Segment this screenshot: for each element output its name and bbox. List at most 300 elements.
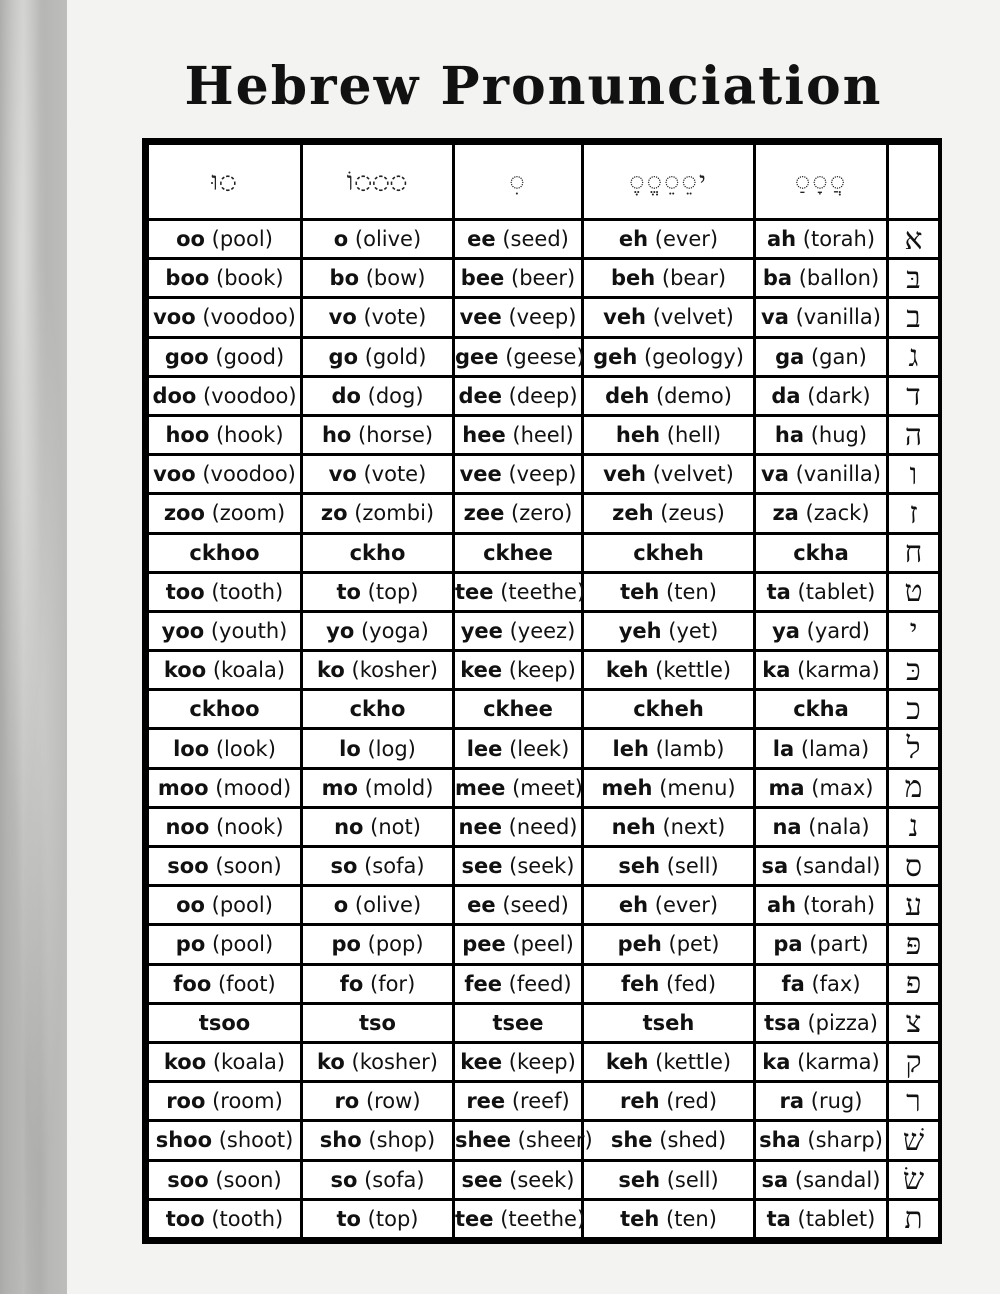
pronunciation-cell bbox=[755, 1003, 888, 1042]
table-row bbox=[148, 807, 940, 846]
example-word: (horse) bbox=[358, 423, 434, 448]
syllable: bee bbox=[460, 266, 505, 291]
pronunciation-cell bbox=[454, 1082, 583, 1121]
pronunciation-cell bbox=[755, 1121, 888, 1160]
syllable: heh bbox=[615, 423, 661, 448]
table-row bbox=[148, 337, 940, 376]
pronunciation-cell bbox=[302, 1199, 454, 1238]
example-word: (heel) bbox=[512, 423, 574, 448]
hebrew-letter-cell: ז bbox=[888, 494, 940, 533]
example-word: (sheer) bbox=[517, 1128, 593, 1153]
example-word: (room) bbox=[212, 1089, 283, 1114]
syllable: vo bbox=[328, 305, 357, 330]
hebrew-letter-cell: ה bbox=[888, 415, 940, 454]
example-word: (sell) bbox=[666, 1167, 719, 1192]
syllable: keh bbox=[605, 1050, 649, 1075]
table-row bbox=[148, 415, 940, 454]
example-word: (rug) bbox=[810, 1089, 863, 1114]
example-word: (pool) bbox=[211, 893, 273, 918]
syllable: teh bbox=[620, 579, 660, 604]
pronunciation-cell bbox=[755, 1042, 888, 1081]
pronunciation-cell bbox=[148, 376, 302, 415]
syllable: meh bbox=[601, 775, 653, 800]
syllable: kee bbox=[460, 658, 503, 683]
hebrew-letter-cell: פ bbox=[888, 964, 940, 1003]
pronunciation-cell bbox=[302, 768, 454, 807]
example-word: (meet) bbox=[512, 775, 583, 800]
syllable: hoo bbox=[165, 423, 210, 448]
syllable: koo bbox=[163, 1050, 207, 1075]
syllable: feh bbox=[620, 971, 660, 996]
example-word: (look) bbox=[215, 736, 276, 761]
pronunciation-cell bbox=[583, 807, 755, 846]
example-word: (leek) bbox=[509, 736, 570, 761]
syllable: soo bbox=[167, 854, 209, 879]
example-word: (sandal) bbox=[794, 1167, 881, 1192]
pronunciation-cell bbox=[583, 1121, 755, 1160]
syllable: ee bbox=[467, 893, 496, 918]
syllable: ya bbox=[772, 618, 800, 643]
syllable: tsoo bbox=[198, 1010, 251, 1035]
example-word: (olive) bbox=[354, 893, 422, 918]
example-word: (gan) bbox=[810, 344, 867, 369]
example-word: (pop) bbox=[367, 932, 424, 957]
syllable: seh bbox=[618, 854, 661, 879]
pronunciation-cell bbox=[583, 1082, 755, 1121]
pronunciation-cell bbox=[583, 1003, 755, 1042]
syllable: ckheh bbox=[633, 697, 704, 722]
example-word: (red) bbox=[666, 1089, 718, 1114]
example-word: (demo) bbox=[655, 383, 732, 408]
hebrew-letter-cell: א bbox=[888, 220, 940, 259]
syllable: too bbox=[165, 1206, 205, 1231]
example-word: (row) bbox=[365, 1089, 421, 1114]
pronunciation-cell bbox=[148, 494, 302, 533]
example-word: (ten) bbox=[666, 1206, 717, 1231]
example-word: (tooth) bbox=[211, 1206, 284, 1231]
example-word: (kettle) bbox=[655, 1050, 732, 1075]
example-word: (voodoo) bbox=[202, 462, 296, 487]
pronunciation-cell bbox=[454, 886, 583, 925]
pronunciation-cell bbox=[583, 415, 755, 454]
pronunciation-cell bbox=[583, 611, 755, 650]
example-word: (good) bbox=[215, 344, 285, 369]
pronunciation-cell bbox=[454, 964, 583, 1003]
table-row bbox=[148, 1160, 940, 1199]
syllable: mo bbox=[321, 775, 358, 800]
syllable: vo bbox=[328, 462, 357, 487]
syllable: sa bbox=[761, 1167, 789, 1192]
vowel-header-cell: ◌ִ bbox=[454, 144, 583, 220]
book-spine bbox=[0, 0, 67, 1294]
pronunciation-cell bbox=[583, 259, 755, 298]
example-word: (soon) bbox=[215, 854, 282, 879]
syllable: ree bbox=[466, 1089, 506, 1114]
syllable: oo bbox=[176, 227, 205, 252]
syllable: leh bbox=[612, 736, 649, 761]
syllable: o bbox=[333, 893, 349, 918]
syllable: yoo bbox=[161, 618, 205, 643]
syllable: ckheh bbox=[633, 540, 704, 565]
example-word: (teethe) bbox=[500, 1206, 586, 1231]
example-word: (bow) bbox=[365, 266, 426, 291]
syllable: vee bbox=[459, 305, 502, 330]
syllable: soo bbox=[167, 1167, 209, 1192]
syllable: eh bbox=[618, 893, 649, 918]
syllable: oo bbox=[176, 893, 205, 918]
syllable: va bbox=[761, 305, 789, 330]
pronunciation-cell bbox=[148, 729, 302, 768]
pronunciation-cell bbox=[148, 768, 302, 807]
syllable: lo bbox=[339, 736, 361, 761]
pronunciation-cell bbox=[583, 1042, 755, 1081]
example-word: (kettle) bbox=[655, 658, 732, 683]
syllable: ho bbox=[321, 423, 352, 448]
hebrew-letter-cell: כ bbox=[888, 690, 940, 729]
pronunciation-cell bbox=[583, 651, 755, 690]
pronunciation-cell bbox=[583, 925, 755, 964]
example-word: (torah) bbox=[802, 893, 876, 918]
pronunciation-cell bbox=[454, 1199, 586, 1238]
syllable: pa bbox=[773, 932, 803, 957]
example-word: (geology) bbox=[643, 344, 744, 369]
hebrew-letter-cell: ע bbox=[888, 886, 940, 925]
syllable: no bbox=[334, 814, 364, 839]
vowel-header-row bbox=[148, 144, 940, 220]
syllable: keh bbox=[605, 658, 649, 683]
example-word: (kosher) bbox=[351, 1050, 438, 1075]
example-word: (shoot) bbox=[218, 1128, 294, 1153]
syllable: hee bbox=[462, 423, 506, 448]
hebrew-letter-cell: ג bbox=[888, 337, 940, 376]
syllable: gee bbox=[455, 344, 499, 369]
pronunciation-cell bbox=[583, 533, 755, 572]
pronunciation-cell bbox=[454, 1003, 583, 1042]
vowel-header-cell: ◌ֶ◌ֱ◌ֵ◌ֵי bbox=[583, 144, 755, 220]
pronunciation-cell bbox=[755, 259, 888, 298]
syllable: sho bbox=[319, 1128, 362, 1153]
syllable: pee bbox=[462, 932, 506, 957]
example-word: (fed) bbox=[666, 971, 717, 996]
pronunciation-cell bbox=[148, 1121, 302, 1160]
syllable: ckhoo bbox=[189, 697, 260, 722]
syllable: boo bbox=[165, 266, 210, 291]
syllable: voo bbox=[153, 462, 196, 487]
pronunciation-cell bbox=[148, 1160, 302, 1199]
syllable: so bbox=[330, 854, 358, 879]
pronunciation-cell bbox=[302, 1042, 454, 1081]
pronunciation-cell bbox=[302, 572, 454, 611]
pronunciation-cell bbox=[148, 533, 302, 572]
example-word: (part) bbox=[809, 932, 869, 957]
example-word: (lama) bbox=[800, 736, 870, 761]
pronunciation-cell bbox=[302, 1003, 454, 1042]
pronunciation-cell bbox=[583, 690, 755, 729]
syllable: ra bbox=[779, 1089, 805, 1114]
pronunciation-cell bbox=[302, 337, 454, 376]
syllable: moo bbox=[157, 775, 209, 800]
pronunciation-cell bbox=[583, 847, 755, 886]
syllable: go bbox=[328, 344, 359, 369]
example-word: (gold) bbox=[364, 344, 427, 369]
hebrew-letter-cell: ר bbox=[888, 1082, 940, 1121]
example-word: (pet) bbox=[668, 932, 720, 957]
pronunciation-cell bbox=[454, 690, 583, 729]
syllable: yeh bbox=[618, 618, 662, 643]
syllable: bo bbox=[329, 266, 360, 291]
example-word: (zero) bbox=[511, 501, 573, 526]
example-word: (koala) bbox=[212, 658, 286, 683]
example-word: (sandal) bbox=[794, 854, 881, 879]
example-word: (vanilla) bbox=[795, 462, 881, 487]
table-row bbox=[148, 847, 940, 886]
example-word: (fax) bbox=[811, 971, 861, 996]
pronunciation-table bbox=[142, 138, 942, 1244]
pronunciation-cell bbox=[755, 690, 888, 729]
pronunciation-cell bbox=[302, 729, 454, 768]
example-word: (lamb) bbox=[655, 736, 725, 761]
syllable: shoo bbox=[155, 1128, 213, 1153]
syllable: see bbox=[461, 1167, 503, 1192]
pronunciation-cell bbox=[454, 651, 583, 690]
pronunciation-cell bbox=[302, 415, 454, 454]
pronunciation-cell bbox=[583, 494, 755, 533]
syllable: ah bbox=[766, 227, 797, 252]
syllable: lee bbox=[466, 736, 503, 761]
pronunciation-cell bbox=[148, 1082, 302, 1121]
example-word: (yard) bbox=[806, 618, 870, 643]
pronunciation-cell bbox=[302, 259, 454, 298]
example-word: (deep) bbox=[508, 383, 578, 408]
syllable: to bbox=[336, 579, 361, 604]
pronunciation-cell bbox=[454, 729, 583, 768]
pronunciation-cell bbox=[148, 611, 302, 650]
syllable: eh bbox=[618, 227, 649, 252]
syllable: koo bbox=[163, 658, 207, 683]
syllable: ko bbox=[317, 658, 345, 683]
pronunciation-cell bbox=[454, 455, 583, 494]
pronunciation-cell bbox=[302, 494, 454, 533]
pronunciation-cell bbox=[755, 925, 888, 964]
example-word: (yet) bbox=[668, 618, 719, 643]
syllable: beh bbox=[610, 266, 656, 291]
pronunciation-cell bbox=[454, 925, 583, 964]
example-word: (kosher) bbox=[351, 658, 438, 683]
pronunciation-cell bbox=[755, 847, 888, 886]
example-word: (foot) bbox=[217, 971, 276, 996]
pronunciation-cell bbox=[302, 807, 454, 846]
pronunciation-cell bbox=[454, 494, 583, 533]
example-word: (tooth) bbox=[211, 579, 284, 604]
pronunciation-cell bbox=[148, 925, 302, 964]
pronunciation-cell bbox=[302, 886, 454, 925]
table-row bbox=[148, 925, 940, 964]
syllable: shee bbox=[455, 1128, 511, 1153]
syllable: yee bbox=[460, 618, 503, 643]
example-word: (bear) bbox=[661, 266, 727, 291]
example-word: (hug) bbox=[810, 423, 868, 448]
pronunciation-cell bbox=[583, 768, 755, 807]
example-word: (for) bbox=[370, 971, 416, 996]
syllable: to bbox=[336, 1206, 361, 1231]
vowel-header-cell: ◌ַ◌ָ◌ֲ bbox=[755, 144, 888, 220]
pronunciation-cell bbox=[148, 259, 302, 298]
syllable: veh bbox=[603, 462, 647, 487]
pronunciation-cell bbox=[755, 494, 888, 533]
example-word: (dog) bbox=[367, 383, 424, 408]
syllable: tseh bbox=[642, 1010, 695, 1035]
syllable: ro bbox=[334, 1089, 360, 1114]
pronunciation-cell bbox=[302, 964, 454, 1003]
example-word: (reef) bbox=[511, 1089, 570, 1114]
syllable: doo bbox=[152, 383, 197, 408]
pronunciation-cell bbox=[583, 376, 755, 415]
syllable: ko bbox=[317, 1050, 345, 1075]
pronunciation-cell bbox=[302, 651, 454, 690]
example-word: (book) bbox=[216, 266, 284, 291]
pronunciation-cell bbox=[755, 220, 888, 259]
syllable: goo bbox=[164, 344, 209, 369]
pronunciation-cell bbox=[454, 572, 586, 611]
example-word: (sell) bbox=[666, 854, 719, 879]
pronunciation-cell bbox=[583, 1199, 755, 1238]
pronunciation-cell bbox=[454, 1121, 593, 1160]
pronunciation-cell bbox=[454, 298, 583, 337]
pronunciation-cell bbox=[454, 1042, 583, 1081]
pronunciation-cell bbox=[148, 807, 302, 846]
example-word: (zack) bbox=[805, 501, 870, 526]
example-word: (seek) bbox=[509, 854, 575, 879]
syllable: neh bbox=[611, 814, 656, 839]
example-word: (teethe) bbox=[500, 579, 586, 604]
pronunciation-cell bbox=[302, 925, 454, 964]
syllable: fee bbox=[464, 971, 502, 996]
pronunciation-cell bbox=[148, 220, 302, 259]
example-word: (nook) bbox=[215, 814, 284, 839]
pronunciation-cell bbox=[755, 807, 888, 846]
pronunciation-cell bbox=[583, 1160, 755, 1199]
pronunciation-cell bbox=[302, 1121, 454, 1160]
syllable: voo bbox=[153, 305, 196, 330]
example-word: (karma) bbox=[797, 658, 880, 683]
example-word: (zombi) bbox=[354, 501, 435, 526]
example-word: (soon) bbox=[215, 1167, 282, 1192]
example-word: (beer) bbox=[511, 266, 576, 291]
example-word: (tablet) bbox=[797, 1206, 876, 1231]
syllable: tsa bbox=[764, 1010, 801, 1035]
syllable: kee bbox=[460, 1050, 503, 1075]
table-row bbox=[148, 611, 940, 650]
hebrew-letter-cell: ב bbox=[888, 298, 940, 337]
example-word: (sharp) bbox=[807, 1128, 883, 1153]
syllable: tee bbox=[455, 1206, 494, 1231]
example-word: (ever) bbox=[654, 227, 719, 252]
pronunciation-cell bbox=[454, 415, 583, 454]
hebrew-letter-cell: צ bbox=[888, 1003, 940, 1042]
pronunciation-cell bbox=[755, 533, 888, 572]
hebrew-letter-cell: ו bbox=[888, 455, 940, 494]
syllable: tsee bbox=[492, 1010, 544, 1035]
table-row bbox=[148, 298, 940, 337]
syllable: teh bbox=[620, 1206, 660, 1231]
hebrew-letter-cell: ד bbox=[888, 376, 940, 415]
syllable: veh bbox=[603, 305, 647, 330]
example-word: (pool) bbox=[211, 227, 273, 252]
hebrew-letter-cell: ח bbox=[888, 533, 940, 572]
hebrew-letter-cell: נ bbox=[888, 807, 940, 846]
pronunciation-cell bbox=[302, 1160, 454, 1199]
pronunciation-cell bbox=[148, 337, 302, 376]
table-row bbox=[148, 729, 940, 768]
syllable: zo bbox=[320, 501, 348, 526]
table-row bbox=[148, 455, 940, 494]
example-word: (seed) bbox=[502, 227, 569, 252]
example-word: (veep) bbox=[508, 462, 577, 487]
syllable: ckha bbox=[793, 540, 849, 565]
syllable: va bbox=[761, 462, 789, 487]
example-word: (karma) bbox=[797, 1050, 880, 1075]
table-row bbox=[148, 1199, 940, 1238]
example-word: (top) bbox=[367, 1206, 419, 1231]
example-word: (sofa) bbox=[364, 1167, 425, 1192]
pronunciation-cell bbox=[454, 768, 583, 807]
pronunciation-cell bbox=[148, 651, 302, 690]
example-word: (geese) bbox=[505, 344, 585, 369]
example-word: (not) bbox=[370, 814, 421, 839]
syllable: so bbox=[330, 1167, 358, 1192]
pronunciation-cell bbox=[755, 768, 888, 807]
pronunciation-cell bbox=[755, 886, 888, 925]
pronunciation-cell bbox=[302, 220, 454, 259]
page-title: Hebrew Pronunciation bbox=[184, 56, 883, 117]
table-row bbox=[148, 220, 940, 259]
pronunciation-cell bbox=[302, 1082, 454, 1121]
pronunciation-cell bbox=[148, 1199, 302, 1238]
hebrew-letter-cell: ט bbox=[888, 572, 940, 611]
letter-header-cell bbox=[888, 144, 940, 220]
pronunciation-cell bbox=[583, 964, 755, 1003]
hebrew-letter-cell: ל bbox=[888, 729, 940, 768]
example-word: (pizza) bbox=[807, 1010, 878, 1035]
pronunciation-cell bbox=[755, 611, 888, 650]
pronunciation-cell bbox=[148, 1003, 302, 1042]
example-word: (seek) bbox=[509, 1167, 575, 1192]
pronunciation-cell bbox=[583, 572, 755, 611]
syllable: nee bbox=[458, 814, 502, 839]
example-word: (yoga) bbox=[360, 618, 429, 643]
pronunciation-cell bbox=[755, 1199, 888, 1238]
table-row bbox=[148, 886, 940, 925]
syllable: vee bbox=[459, 462, 502, 487]
example-word: (velvet) bbox=[652, 305, 734, 330]
pronunciation-cell bbox=[148, 964, 302, 1003]
syllable: see bbox=[461, 854, 503, 879]
example-word: (zeus) bbox=[660, 501, 725, 526]
table-row bbox=[148, 1082, 940, 1121]
pronunciation-cell bbox=[148, 298, 302, 337]
syllable: noo bbox=[165, 814, 210, 839]
example-word: (hook) bbox=[215, 423, 284, 448]
syllable: ta bbox=[766, 579, 791, 604]
hebrew-letter-cell: פּ bbox=[888, 925, 940, 964]
example-word: (dark) bbox=[807, 383, 871, 408]
hebrew-letter-cell: שׁ bbox=[888, 1121, 940, 1160]
pronunciation-cell bbox=[302, 611, 454, 650]
example-word: (vanilla) bbox=[795, 305, 881, 330]
example-word: (voodoo) bbox=[202, 305, 296, 330]
vowel-header-cell: וּ◌ bbox=[148, 144, 302, 220]
example-word: (peel) bbox=[512, 932, 574, 957]
